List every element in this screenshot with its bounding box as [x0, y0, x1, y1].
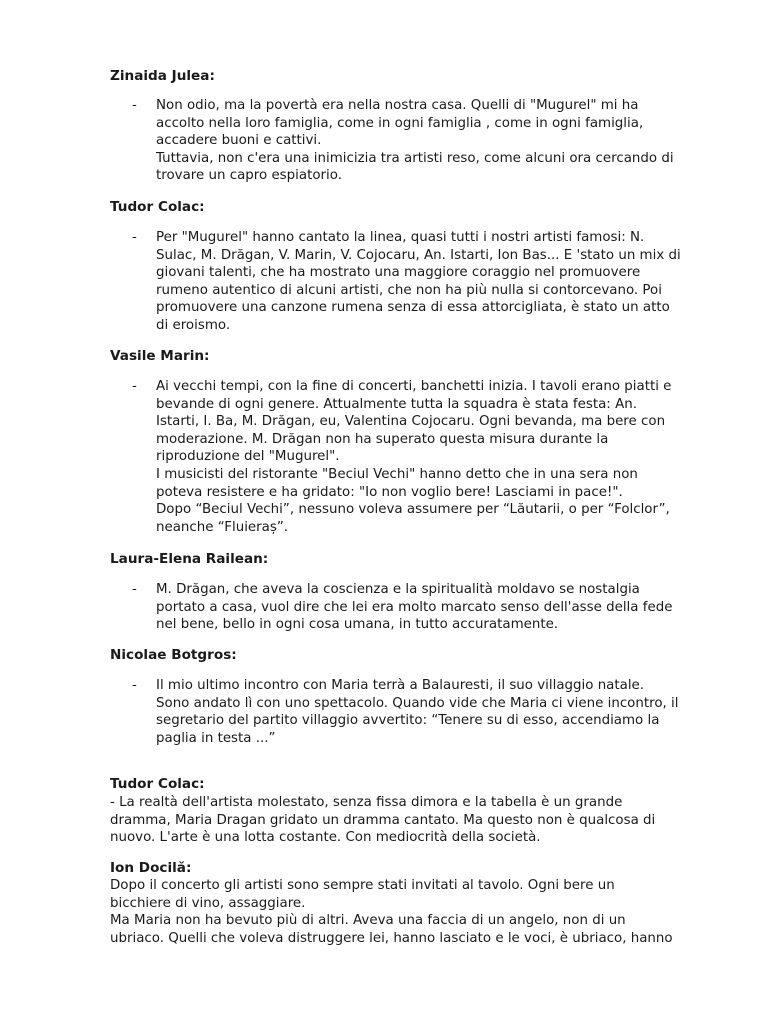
list-dash: - [132, 98, 137, 113]
text-line: portato a casa, vuol dire che lei era molto marcato senso dell'asse della fede [156, 599, 673, 615]
speaker-name: Ion Docilă: [110, 860, 192, 876]
statement-paragraph [156, 677, 724, 747]
text-line: di eroismo. [156, 317, 231, 333]
text-line: Dopo il concerto gli artisti sono sempre stati invitati al tavolo. Ogni bere un [110, 878, 615, 893]
text-line: neanche “Fluieraș”. [156, 519, 289, 535]
text-line: dramma, Maria Dragan gridato un dramma cantato. Ma questo non è qualcosa di [110, 812, 656, 828]
statement-paragraph [156, 581, 724, 634]
text-line: Per "Mugurel" hanno cantato la linea, quasi tutti i nostri artisti famosi: N. [156, 230, 645, 245]
statement-paragraph [110, 794, 720, 847]
text-line: accolto nella loro famiglia, come in ogni famiglia , come in ogni famiglia, [156, 115, 644, 131]
text-line: - La realtà dell'artista molestato, senza fissa dimora e la tabella è un grande [110, 795, 623, 810]
text-line: Istarti, I. Ba, M. Drăgan, eu, Valentina Cojocaru. Ogni bevanda, ma bere con [156, 414, 666, 430]
text-line: Sono andato lì con uno spettacolo. Quando vide che Maria ci viene incontro, il [156, 695, 679, 711]
text-line: nel bene, bello in ogni cosa umana, in tutto accuratamente. [156, 617, 559, 633]
text-line: riproduzione del "Mugurel". [156, 449, 340, 465]
speaker-name: Nicolae Botgros: [110, 647, 237, 663]
text-line: Ma Maria non ha bevuto più di altri. Aveva una faccia di un angelo, non di un [110, 913, 626, 929]
text-line: segretario del partito villaggio avvertito: “Tenere su di esso, accendiamo la [156, 713, 660, 729]
text-line: Dopo “Beciul Vechi”, nessuno voleva assumere per “Lăutarii, o per “Folclor”, [156, 502, 670, 518]
text-line: Non odio, ma la povertà era nella nostra casa. Quelli di "Mugurel" mi ha [156, 98, 639, 113]
text-line: bicchiere di vino, assaggiare. [110, 895, 306, 911]
statement-paragraph [156, 229, 724, 335]
statement-paragraph [156, 97, 724, 185]
text-line: M. Drăgan, che aveva la coscienza e la spiritualità moldavo se nostalgia [156, 582, 640, 597]
speaker-name: Tudor Colac: [110, 199, 205, 215]
text-line: paglia in testa ...” [156, 730, 276, 746]
speaker-name: Vasile Marin: [110, 348, 210, 364]
text-line: Il mio ultimo incontro con Maria terrà a Balauresti, il suo villaggio natale. [156, 678, 645, 693]
speaker-name: Laura-Elena Railean: [110, 551, 269, 567]
list-dash: - [132, 379, 137, 394]
text-line: Tuttavia, non c'era una inimicizia tra artisti reso, come alcuni ora cercando di [156, 150, 674, 166]
text-line: nuovo. L'arte è una lotta costante. Con mediocrità della società. [110, 830, 541, 846]
text-line: bevande di ogni genere. Attualmente tutta la squadra è stata festa: An. [156, 396, 637, 412]
statement-paragraph [156, 378, 724, 536]
text-line: poteva resistere e ha gridato: "Io non voglio bere! Lasciami in pace!". [156, 484, 623, 500]
text-line: Ai vecchi tempi, con la fine di concerti, banchetti inizia. I tavoli erano piatti e [156, 379, 672, 394]
text-line: trovare un capro espiatorio. [156, 168, 342, 184]
text-line: rumeno autentico di alcuni artisti, che non ha più nulla si contorcevano. Poi [156, 282, 662, 298]
text-line: accadere buoni e cattivi. [156, 133, 322, 149]
list-dash: - [132, 678, 137, 693]
speaker-name: Tudor Colac: [110, 776, 205, 792]
statement-paragraph [110, 877, 720, 947]
speaker-name: Zinaida Julea: [110, 68, 215, 84]
list-dash: - [132, 582, 137, 597]
text-line: giovani talenti, che ha mostrato una maggiore coraggio nel promuovere [156, 265, 641, 281]
list-dash: - [132, 230, 137, 245]
text-line: promuovere una canzone rumena senza di essa attorcigliata, è stato un atto [156, 300, 670, 316]
text-line: ubriaco. Quelli che voleva distruggere lei, hanno lasciato e le voci, è ubriaco, hanno [110, 930, 673, 946]
text-line: Sulac, M. Drăgan, V. Marin, V. Cojocaru, An. Istarti, Ion Bas... E 'stato un mix di [156, 247, 681, 263]
text-line: I musicisti del ristorante "Beciul Vechi" hanno detto che in una sera non [156, 466, 638, 482]
text-line: moderazione. M. Drăgan non ha superato questa misura durante la [156, 431, 609, 447]
